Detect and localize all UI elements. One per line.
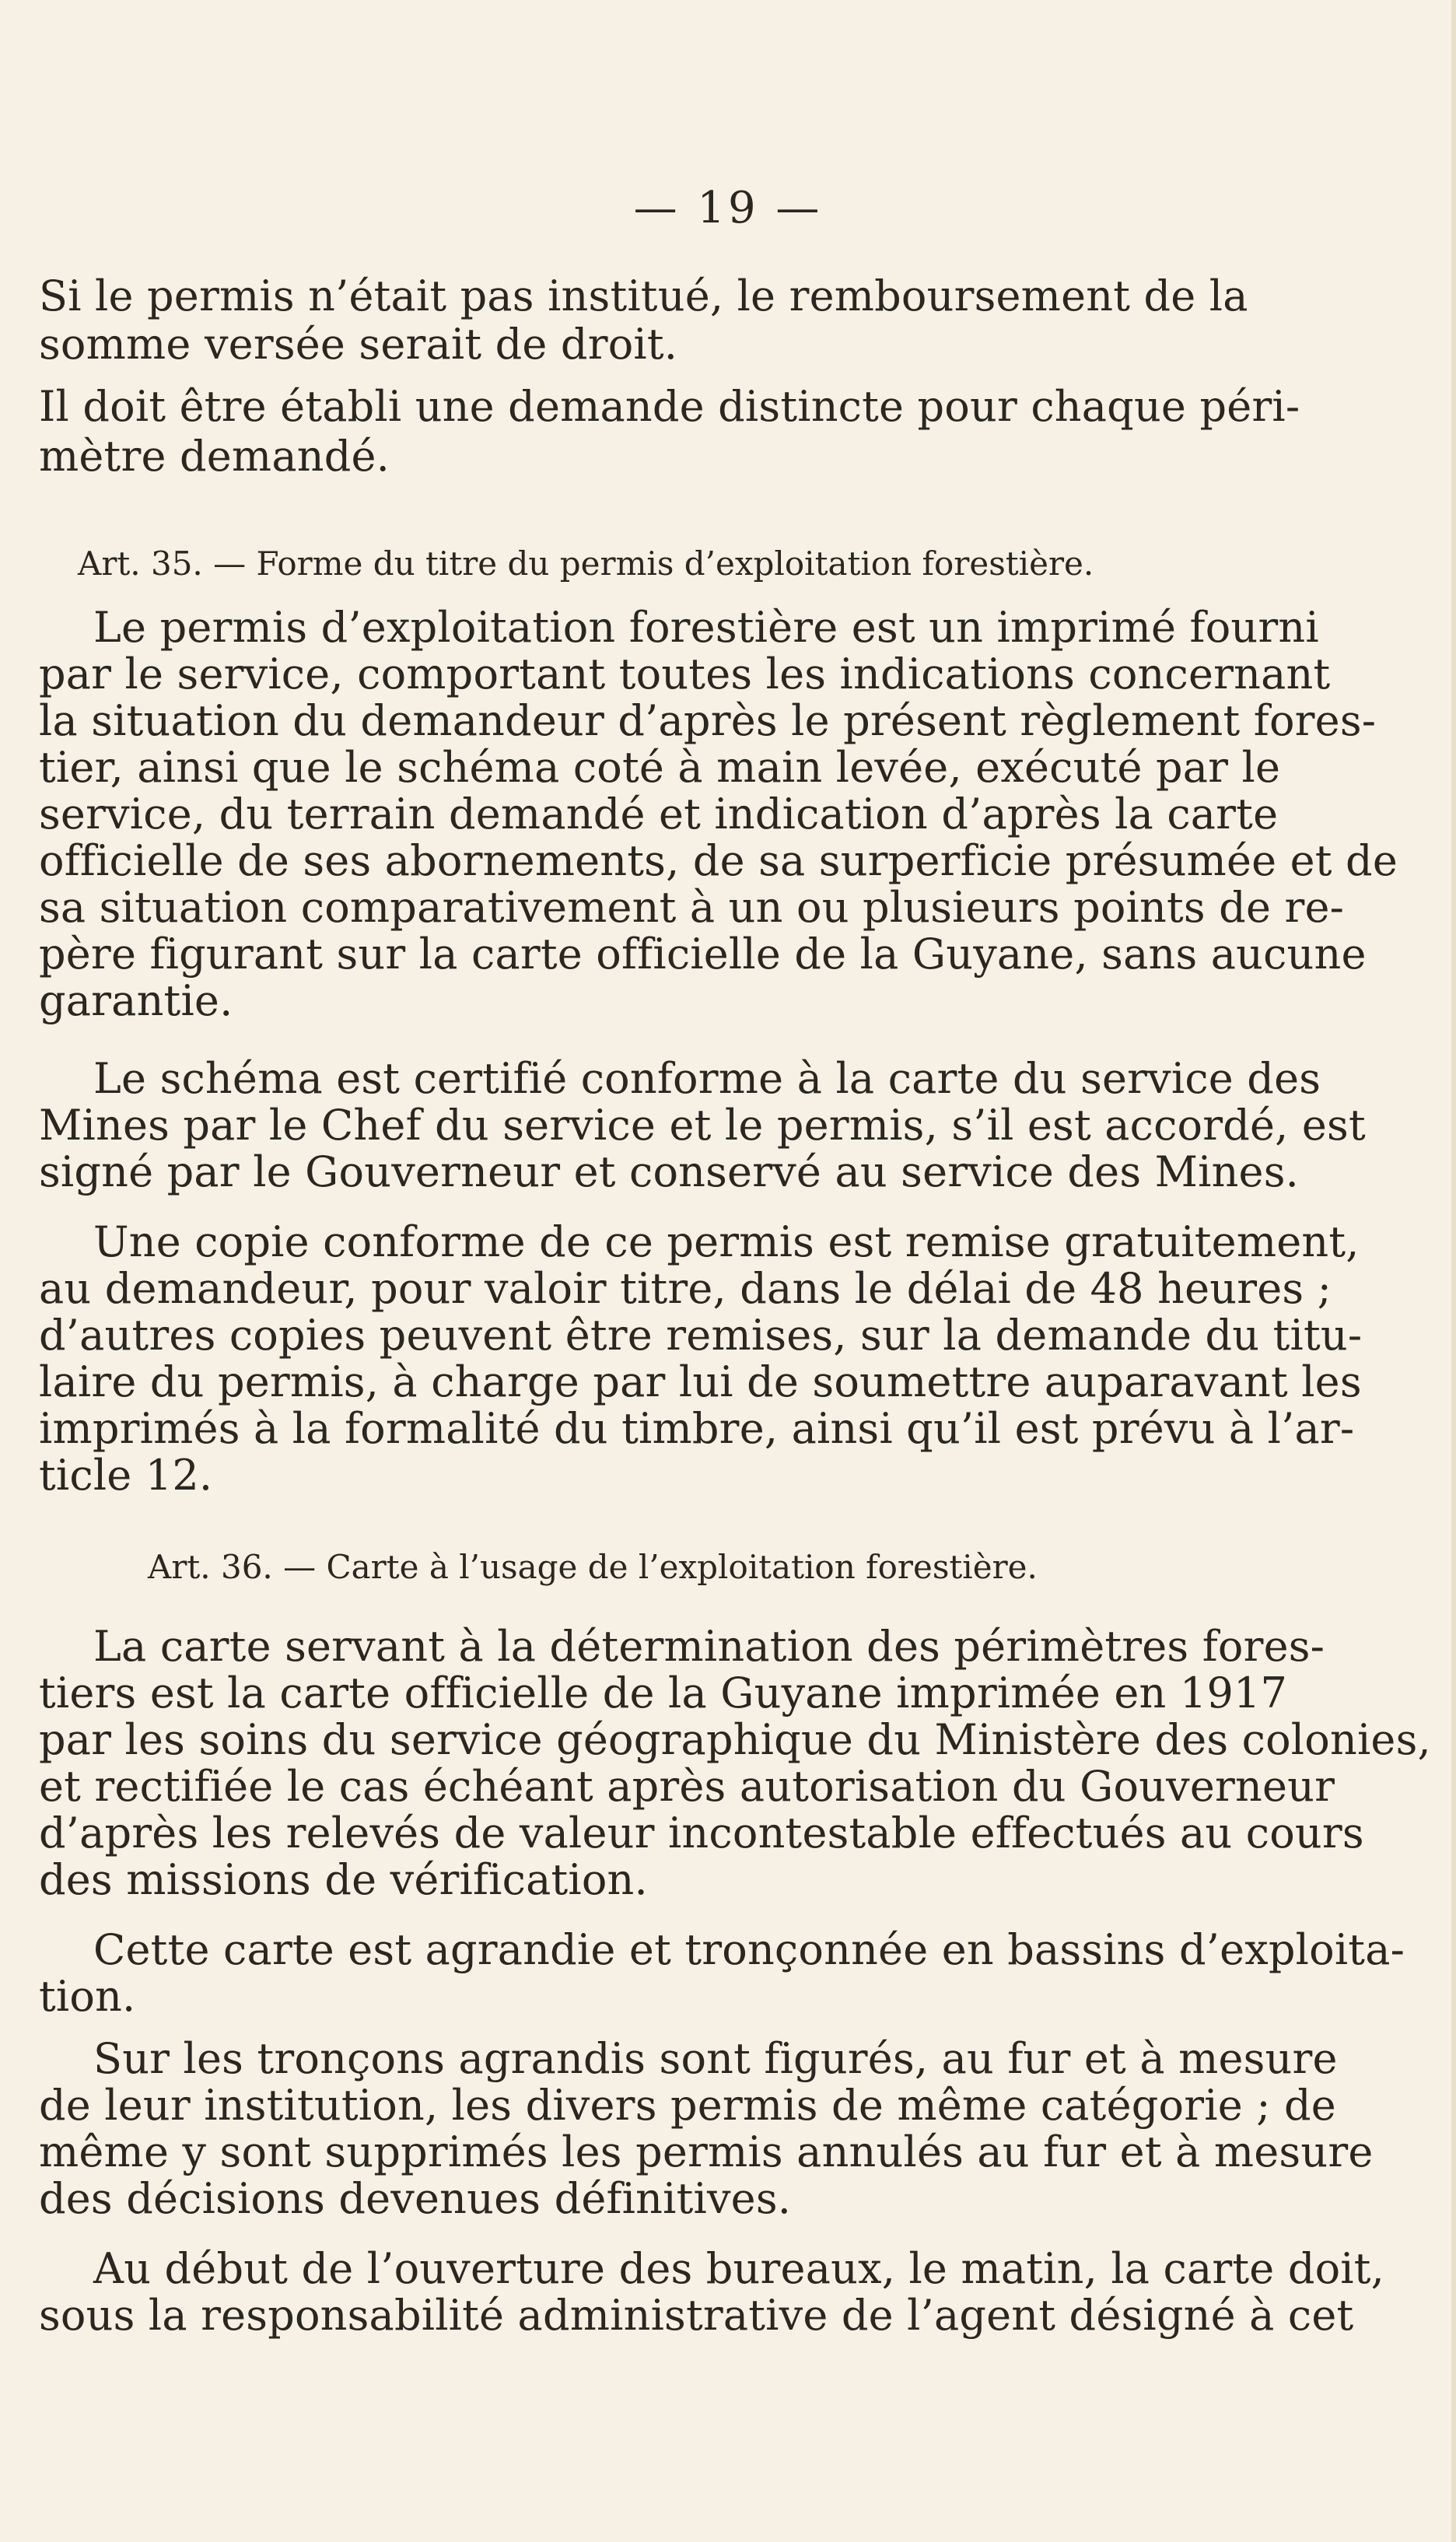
- text-line: d’autres copies peuvent être remises, sur la demande du titu-: [39, 1311, 1363, 1360]
- text-line: Si le permis n’était pas institué, le remboursement de la: [39, 271, 1248, 320]
- text-line: Le permis d’exploitation forestière est un imprimé fourni: [93, 603, 1319, 652]
- text-line: tier, ainsi que le schéma coté à main levée, exécuté par le: [39, 743, 1281, 792]
- page-edge: [1451, 0, 1456, 2542]
- text-line: tiers est la carte officielle de la Guyane imprimée en 1917: [39, 1668, 1288, 1717]
- text-line: Au début de l’ouverture des bureaux, le matin, la carte doit,: [93, 2244, 1385, 2293]
- text-line: La carte servant à la détermination des périmètres fores-: [93, 1622, 1325, 1671]
- article-heading: Art. 35. — Forme du titre du permis d’exploitation forestière.: [78, 544, 1094, 583]
- text-line: Il doit être établi une demande distincte pour chaque péri-: [39, 382, 1300, 431]
- text-line: sa situation comparativement à un ou plusieurs points de re-: [39, 883, 1345, 932]
- text-line: au demandeur, pour valoir titre, dans le délai de 48 heures ;: [39, 1264, 1332, 1313]
- text-line: tion.: [39, 1972, 136, 2021]
- text-line: de leur institution, les divers permis de même catégorie ; de: [39, 2081, 1336, 2130]
- text-line: par le service, comportant toutes les indications concernant: [39, 650, 1331, 699]
- text-line: des décisions devenues définitives.: [39, 2174, 792, 2223]
- text-line: imprimés à la formalité du timbre, ainsi qu’il est prévu à l’ar-: [39, 1404, 1355, 1453]
- text-line: officielle de ses abornements, de sa surperficie présumée et de: [39, 836, 1398, 885]
- text-line: par les soins du service géographique du Ministère des colonies,: [39, 1715, 1431, 1764]
- article-heading: Art. 36. — Carte à l’usage de l’exploitation forestière.: [148, 1548, 1038, 1586]
- text-line: Mines par le Chef du service et le permis, s’il est accordé, est: [39, 1101, 1366, 1150]
- text-line: la situation du demandeur d’après le présent règlement fores-: [39, 696, 1377, 745]
- text-line: Une copie conforme de ce permis est remise gratuitement,: [93, 1217, 1360, 1266]
- text-line: somme versée serait de droit.: [39, 320, 678, 369]
- text-line: Le schéma est certifié conforme à la carte du service des: [93, 1054, 1321, 1103]
- text-line: laire du permis, à charge par lui de soumettre auparavant les: [39, 1357, 1362, 1406]
- text-line: garantie.: [39, 976, 233, 1025]
- text-line: même y sont supprimés les permis annulés au fur et à mesure: [39, 2127, 1374, 2176]
- text-line: et rectifiée le cas échéant après autorisation du Gouverneur: [39, 1762, 1335, 1811]
- text-line: père figurant sur la carte officielle de la Guyane, sans aucune: [39, 930, 1367, 979]
- text-line: sous la responsabilité administrative de l’agent désigné à cet: [39, 2291, 1354, 2340]
- text-line: Cette carte est agrandie et tronçonnée en bassins d’exploita-: [93, 1925, 1405, 1974]
- text-line: signé par le Gouverneur et conservé au service des Mines.: [39, 1147, 1299, 1196]
- text-line: des missions de vérification.: [39, 1855, 648, 1904]
- text-line: Sur les tronçons agrandis sont figurés, au fur et à mesure: [93, 2034, 1338, 2083]
- page-number: — 19 —: [633, 183, 823, 233]
- text-line: mètre demandé.: [39, 432, 390, 481]
- text-line: d’après les relevés de valeur incontestable effectués au cours: [39, 1808, 1364, 1857]
- text-line: ticle 12.: [39, 1451, 213, 1500]
- text-line: service, du terrain demandé et indication d’après la carte: [39, 790, 1279, 839]
